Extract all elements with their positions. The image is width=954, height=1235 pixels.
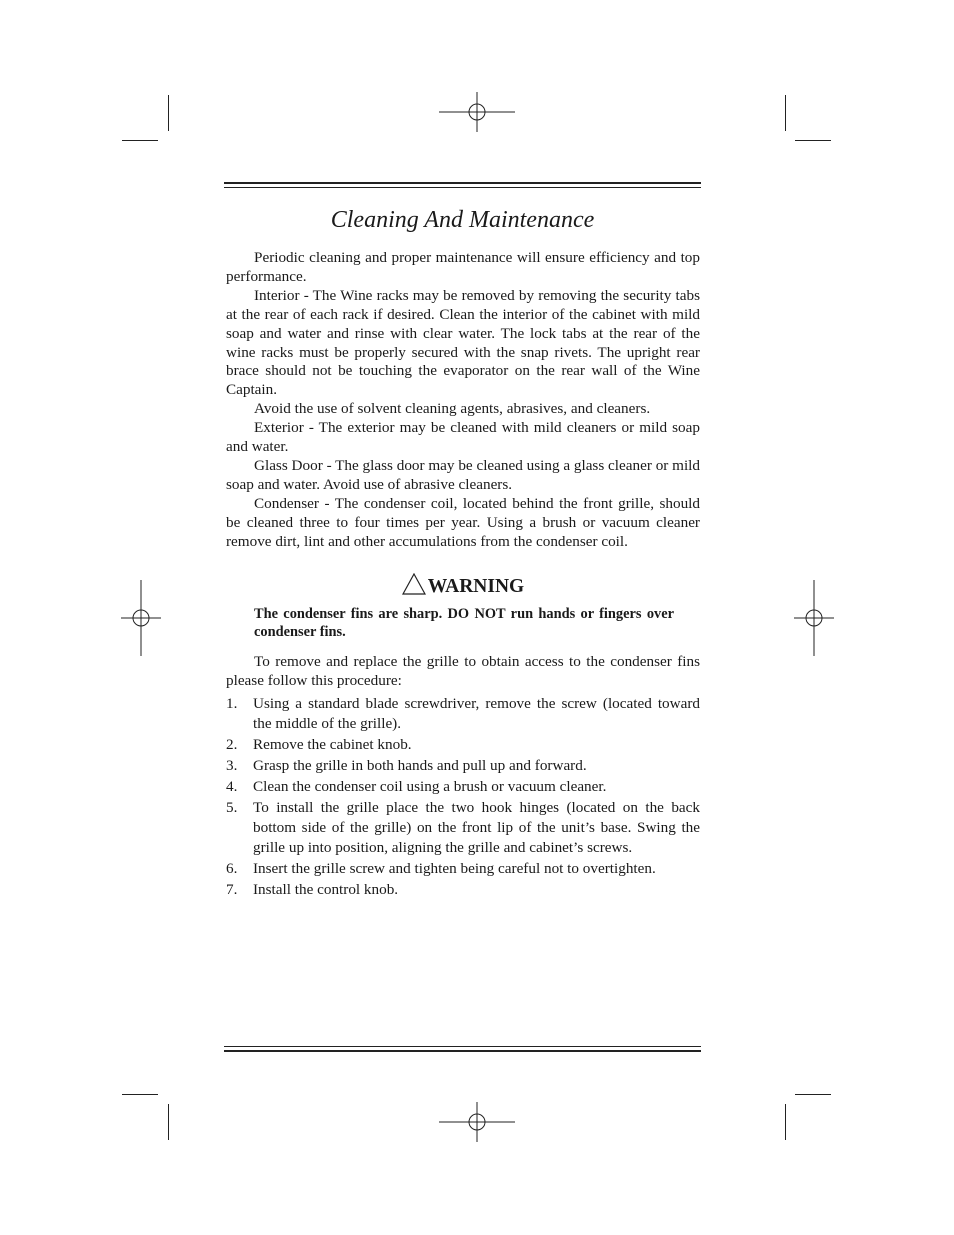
warning-text: The condenser fins are sharp. DO NOT run hands or fingers over condenser fins. [254, 606, 674, 640]
list-item: 1. Using a standard blade screwdriver, remove the screw (located toward the middle of the grille). [226, 694, 700, 732]
crop-mark [795, 140, 831, 141]
footer-rule [224, 1046, 701, 1047]
list-item: 4. Clean the condenser coil using a brush or vacuum cleaner. [226, 778, 607, 796]
footer-rule [224, 1050, 701, 1052]
crop-mark [122, 140, 158, 141]
header-rule [224, 182, 701, 184]
warning-label: WARNING [427, 576, 525, 597]
list-item: 7. Install the control knob. [226, 881, 399, 899]
crop-mark [168, 1104, 169, 1140]
page-title: Cleaning And Maintenance [330, 207, 595, 233]
procedure-steps [226, 694, 700, 901]
list-item: 2. Remove the cabinet knob. [226, 735, 412, 753]
crop-mark [168, 95, 169, 131]
crop-mark [122, 1094, 158, 1095]
paragraph-condenser: Condenser - The condenser coil, located behind the front grille, should be cleaned three to four times per year. Using a brush or vacuum cleaner remove dirt, lint and other accumulations from the condenser coil. [226, 494, 700, 550]
crop-mark [785, 1104, 786, 1140]
header-rule [224, 187, 701, 188]
paragraph-intro: Periodic cleaning and proper maintenance will ensure efficiency and top performance. [226, 249, 700, 285]
crop-mark [785, 95, 786, 131]
registration-mark-icon [776, 580, 852, 656]
paragraph-glass-door: Glass Door - The glass door may be cleaned using a glass cleaner or mild soap and water. Avoid use of abrasive cleaners. [226, 456, 700, 493]
warning-heading [226, 573, 700, 600]
body-text [226, 249, 700, 552]
list-item: 5. To install the grille place the two hook hinges (located on the back bottom side of the grille) on the front lip of the unit’s base. Swing the grille up into position, aligning the grille and cabinet’s screws. [226, 799, 700, 857]
paragraph-avoid: Avoid the use of solvent cleaning agents, abrasives, and cleaners. [254, 400, 651, 418]
procedure [226, 653, 700, 901]
registration-mark-icon [103, 580, 179, 656]
paragraph-interior: Interior - The Wine racks may be removed by removing the security tabs at the rear of each rack if desired. Clean the interior of the cabinet with mild soap and water and rinse with clear water. The lock tabs at the rear of the wine racks must be properly secured with the snap rivets. The upright rear brace should not be touching the evaporator on the rear wall of the Wine Captain. [226, 286, 700, 399]
registration-mark-icon [439, 1084, 515, 1160]
list-item: 6. Insert the grille screw and tighten being careful not to overtighten. [226, 860, 656, 878]
registration-mark-icon [439, 74, 515, 150]
list-item: 3. Grasp the grille in both hands and pull up and forward. [226, 757, 587, 774]
warning-triangle-icon [402, 573, 426, 595]
procedure-intro: To remove and replace the grille to obtain access to the condenser fins please follow this procedure: [226, 653, 700, 689]
crop-mark [795, 1094, 831, 1095]
paragraph-exterior: Exterior - The exterior may be cleaned with mild cleaners or mild soap and water. [226, 419, 700, 456]
